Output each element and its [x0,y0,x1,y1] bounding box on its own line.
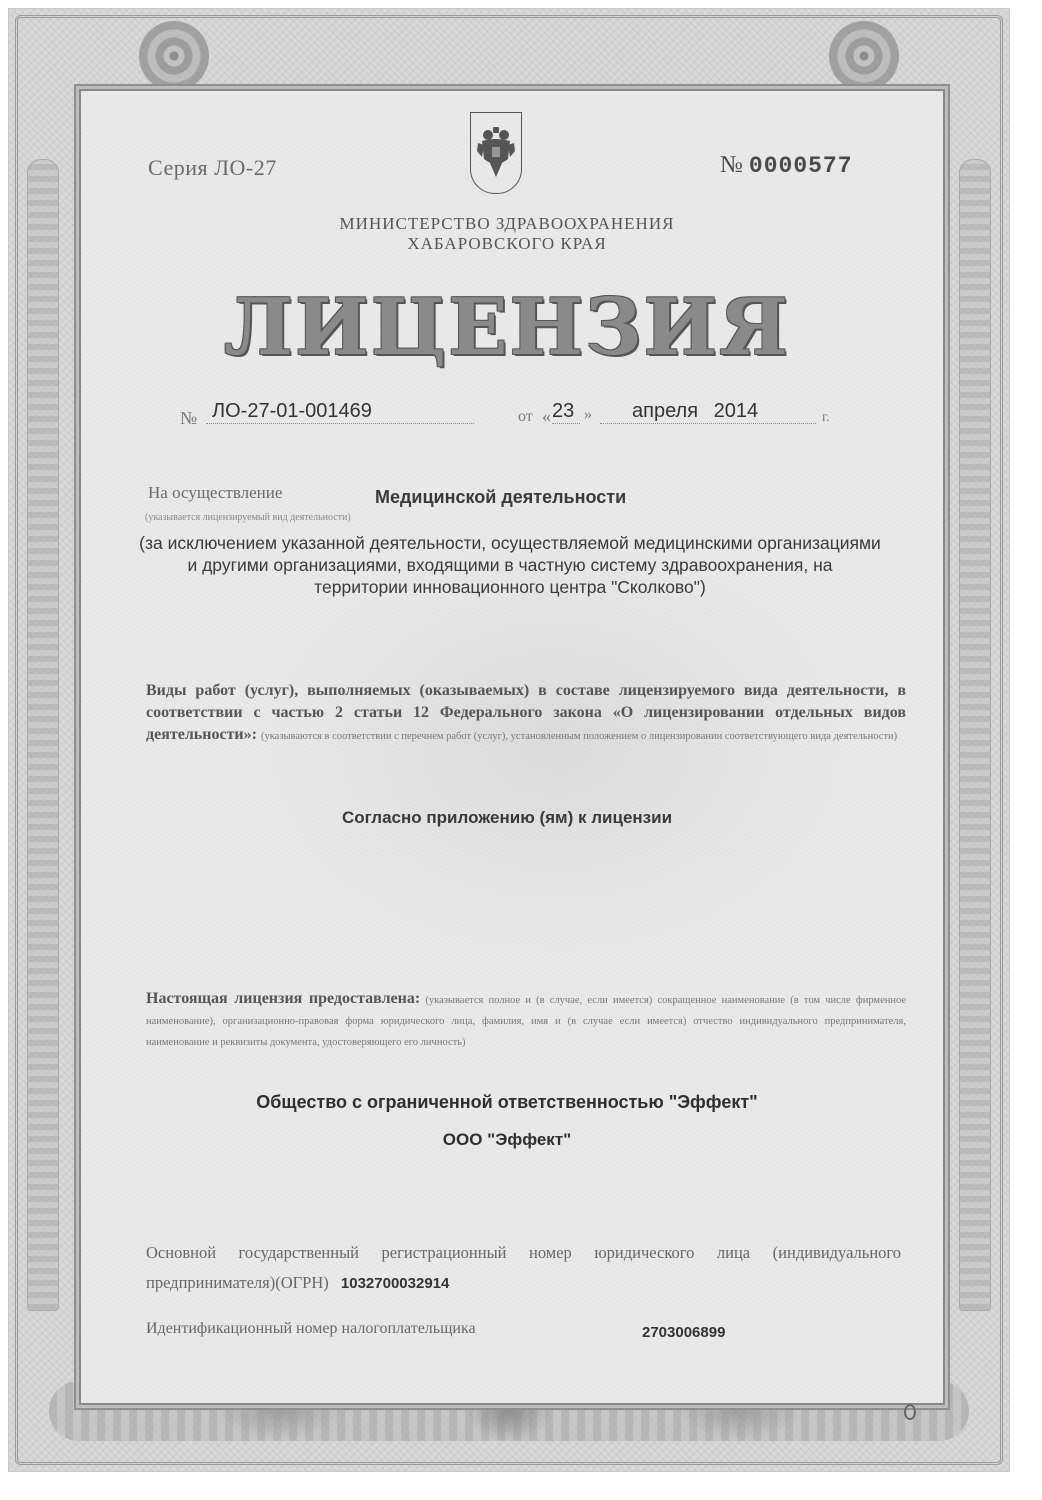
ogrn-label: Основной государственный регистрационный номер юридического лица (индивидуального предпринимателя)(ОГРН) [146,1243,901,1292]
license-number-sign: № [180,408,198,428]
series-label: Серия ЛО-27 [148,155,277,180]
licensee-full-name: Общество с ограниченной ответственностью "Эффект" [256,1092,758,1112]
ministry-line-1: МИНИСТЕРСТВО ЗДРАВООХРАНЕНИЯ [339,214,675,233]
coat-of-arms-icon [470,112,522,194]
activity-exclusion [110,532,910,598]
inn-label: Идентификационный номер налогоплательщика [146,1320,476,1337]
works-value: Согласно приложению (ям) к лицензии [341,808,673,827]
activity-value: Медицинской деятельности [375,487,627,507]
licensee-label: Настоящая лицензия предоставлена: [146,990,421,1007]
license-day: 23 [552,400,580,424]
works-section [146,680,906,748]
inn-value: 2703006899 [642,1324,726,1341]
activity-label: На осуществление [148,483,283,502]
number-sign: № [720,152,743,178]
quote-close: » [584,406,592,423]
licensee-short-name: ООО "Эффект" [442,1130,572,1149]
works-label: Виды работ (услуг), выполняемых (оказываемых) в составе лицензируемого вида деятельности, в соответствии с частью 2 статьи 12 Федерального закона «О лицензировании отдельных видов деятельности»: [146,682,906,743]
ministry-line-2: ХАБАРОВСКОГО КРАЯ [407,234,607,253]
rosette-ornament-top-left [139,21,209,91]
works-hint: (указываются в соответствии с перечнем работ (услуг), установленным положением о лицензировании соответствующего вида деятельности) [260,731,898,742]
issuing-authority [0,214,1014,254]
rosette-ornament-top-right [829,21,899,91]
licensee-section [146,988,906,1053]
licensee-hint: (указывается полное и (в случае, если имеется) сокращенное наименование (в том числе фирменное наименование), организационно-правовая форма юридического лица, фамилия, имя и (в случае если имеется) отчество индивидуального предпринимателя, наименование и реквизиты документа, удостоверяющего его личность) [146,995,907,1048]
corner-mark-icon [904,1404,916,1420]
double-headed-eagle-icon [476,123,516,183]
ogrn-row [146,1238,901,1299]
exclusion-line-1: (за исключением указанной деятельности, осуществляемой медицинскими организациями [139,533,881,553]
license-month-year: апреля 2014 [600,400,816,424]
date-from-label: от [518,408,533,425]
exclusion-line-2: и другими организациями, входящими в частную систему здравоохранения, на [187,555,833,575]
activity-hint: (указывается лицензируемый вид деятельности) [145,512,351,523]
exclusion-line-3: территории инновационного центра "Сколково") [314,577,706,597]
year-suffix: г. [822,410,830,425]
quote-open: « [542,406,551,426]
license-number-value: ЛО-27-01-001469 [206,400,474,424]
license-number-row [180,400,840,434]
form-number [720,152,853,179]
form-number-value: 0000577 [748,153,853,179]
document-title: ЛИЦЕНЗИЯ [224,282,790,373]
ogrn-value: 1032700032914 [340,1275,450,1292]
